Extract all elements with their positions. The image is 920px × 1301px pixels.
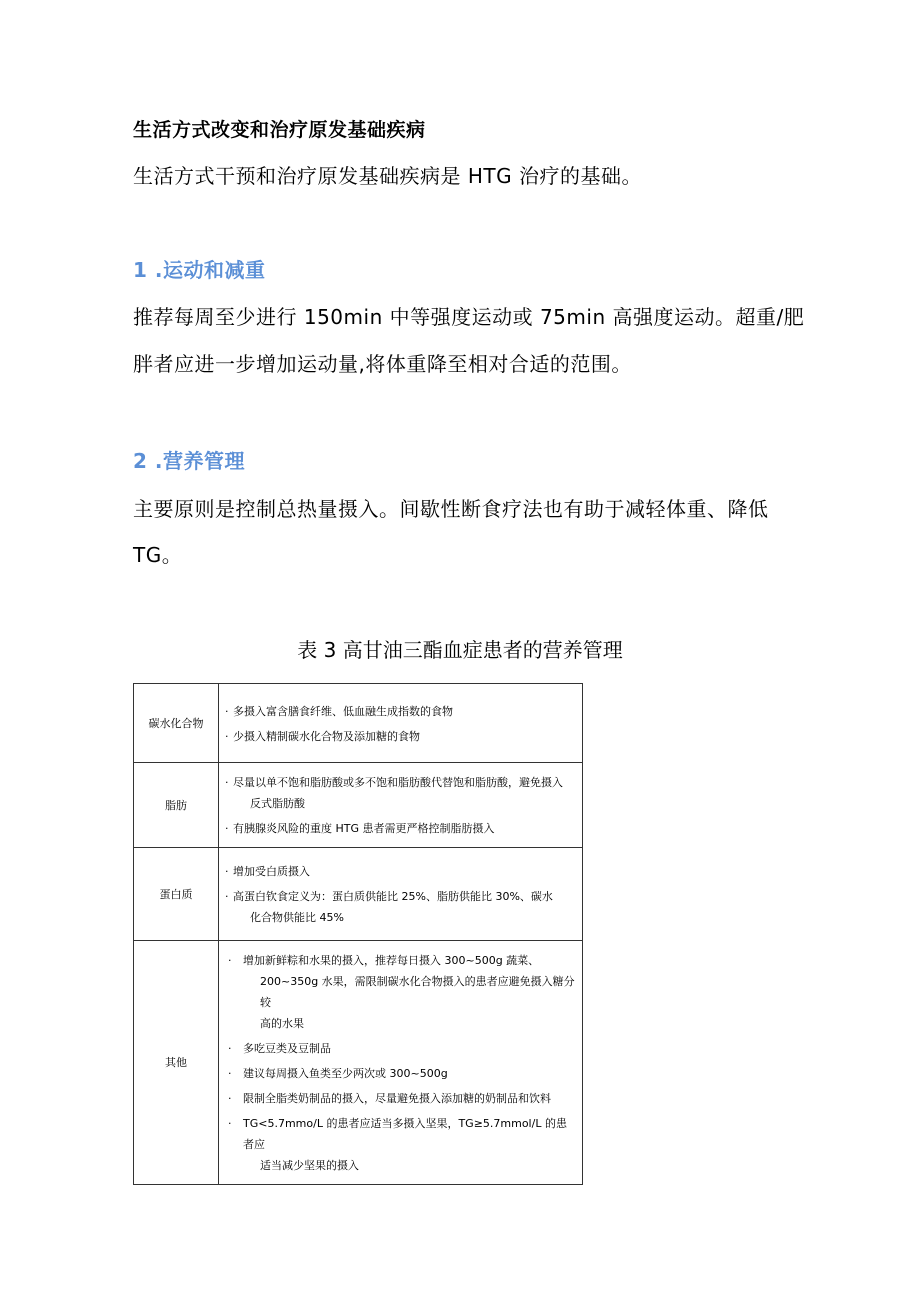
bullet: ·: [225, 729, 229, 743]
bullet: ·: [228, 1042, 232, 1055]
list-item: · 多摄入富含膳食纤维、低血融生成指数的食物: [223, 701, 576, 722]
row-content: [219, 941, 583, 1185]
nutrition-table: [133, 683, 583, 1185]
list-item: · 增加新鲜粽和水果的摄入，推荐每日摄入 300~500g 蔬菜、 200~350g 水果，需限制碳水化合物摄入的患者应避免摄入糖分较 高的水果: [223, 950, 576, 1034]
table-row: [134, 848, 583, 941]
list-item: · 建议每周摄入鱼类至少两次或 300~500g: [223, 1063, 576, 1084]
bullet: ·: [225, 822, 229, 835]
row-category: 蛋白质: [134, 848, 219, 941]
bullet: ·: [228, 1092, 232, 1105]
list-item: · 尽量以单不饱和脂肪酸或多不饱和脂肪酸代替饱和脂肪酸，避免摄入 反式脂肪酸: [223, 772, 576, 814]
section-2-title: 2 .营养管理: [133, 449, 245, 473]
bullet: ·: [225, 776, 229, 789]
list-item: · 少摄入精制碳水化合物及添加糖的食物: [223, 726, 576, 747]
section-2-text-line-1: 主要原则是控制总热量摄入。间歇性断食疗法也有助于减轻体重、降低: [133, 497, 769, 521]
section-1-text-line-1: 推荐每周至少进行 150min 中等强度运动或 75min 高强度运动。超重/肥: [133, 305, 805, 329]
intro-paragraph: 生活方式干预和治疗原发基础疾病是 HTG 治疗的基础。: [133, 164, 642, 188]
section-1-text-line-2: 胖者应进一步增加运动量,将体重降至相对合适的范围。: [133, 352, 632, 376]
table-caption: 表 3 高甘油三酯血症患者的营养管理: [297, 638, 623, 662]
row-category: 脂肪: [134, 763, 219, 848]
list-item: · 限制全脂类奶制品的摄入，尽量避免摄入添加糖的奶制品和饮料: [223, 1088, 576, 1109]
bullet: ·: [228, 1067, 232, 1080]
row-content: [219, 684, 583, 763]
bullet: ·: [225, 704, 229, 718]
bullet: ·: [228, 1117, 232, 1130]
row-content: [219, 763, 583, 848]
list-item: · 高蛋白钦食定义为：蛋白质供能比 25%、脂肪供能比 30%、碳水 化合物供能比 45%: [223, 886, 576, 928]
bullet: ·: [225, 890, 229, 903]
bullet: ·: [225, 865, 229, 878]
list-item: · 增加受白质摄入: [223, 861, 576, 882]
table-row: [134, 763, 583, 848]
section-heading: 生活方式改变和治疗原发基础疾病: [133, 119, 426, 141]
section-1-title: 1 .运动和减重: [133, 258, 266, 282]
bullet: ·: [228, 954, 232, 967]
list-item: · TG<5.7mmo/L 的患者应适当多摄入坚果，TG≥5.7mmol/L 的患者应 适当减少坚果的摄入: [223, 1113, 576, 1176]
section-2-text-line-2: TG。: [133, 543, 183, 567]
row-category: 其他: [134, 941, 219, 1185]
table-row: [134, 941, 583, 1185]
row-content: [219, 848, 583, 941]
list-item: · 有胰腺炎风险的重度 HTG 患者需更严格控制脂肪摄入: [223, 818, 576, 839]
table-row: [134, 684, 583, 763]
row-category: 碳水化合物: [134, 684, 219, 763]
list-item: · 多吃豆类及豆制品: [223, 1038, 576, 1059]
